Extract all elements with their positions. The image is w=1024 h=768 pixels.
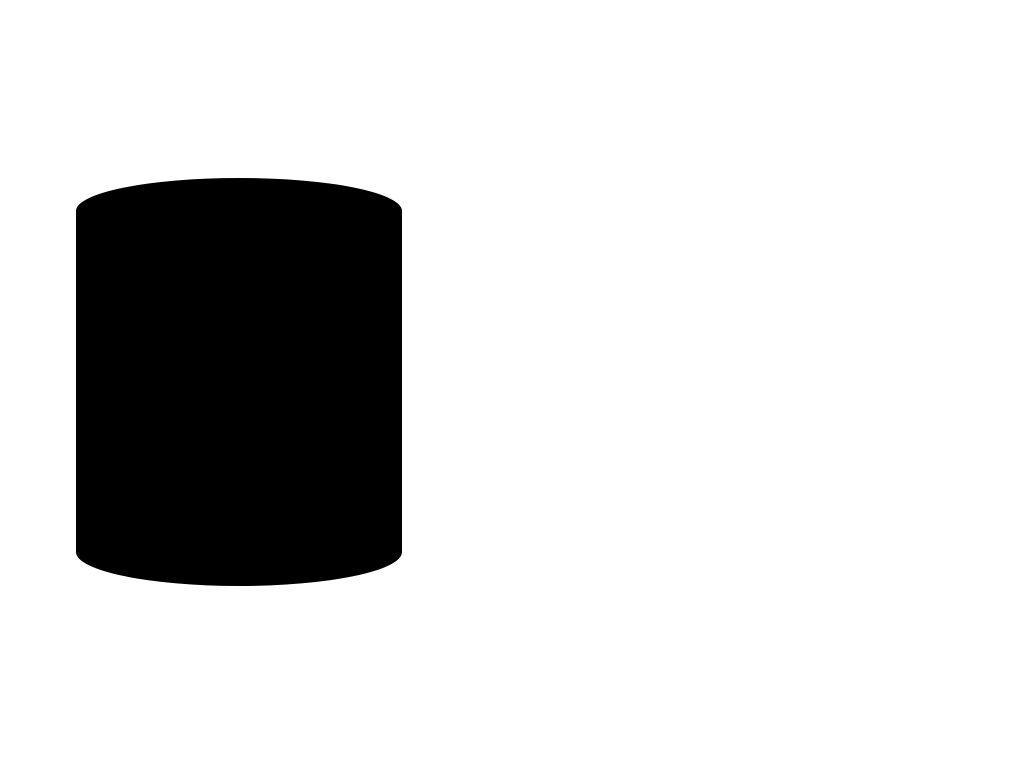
cation-container-cylinder <box>74 176 404 588</box>
cylinder-body <box>76 211 402 586</box>
cylinder-top-ellipse <box>76 178 402 244</box>
cylinder-shape <box>74 176 404 588</box>
